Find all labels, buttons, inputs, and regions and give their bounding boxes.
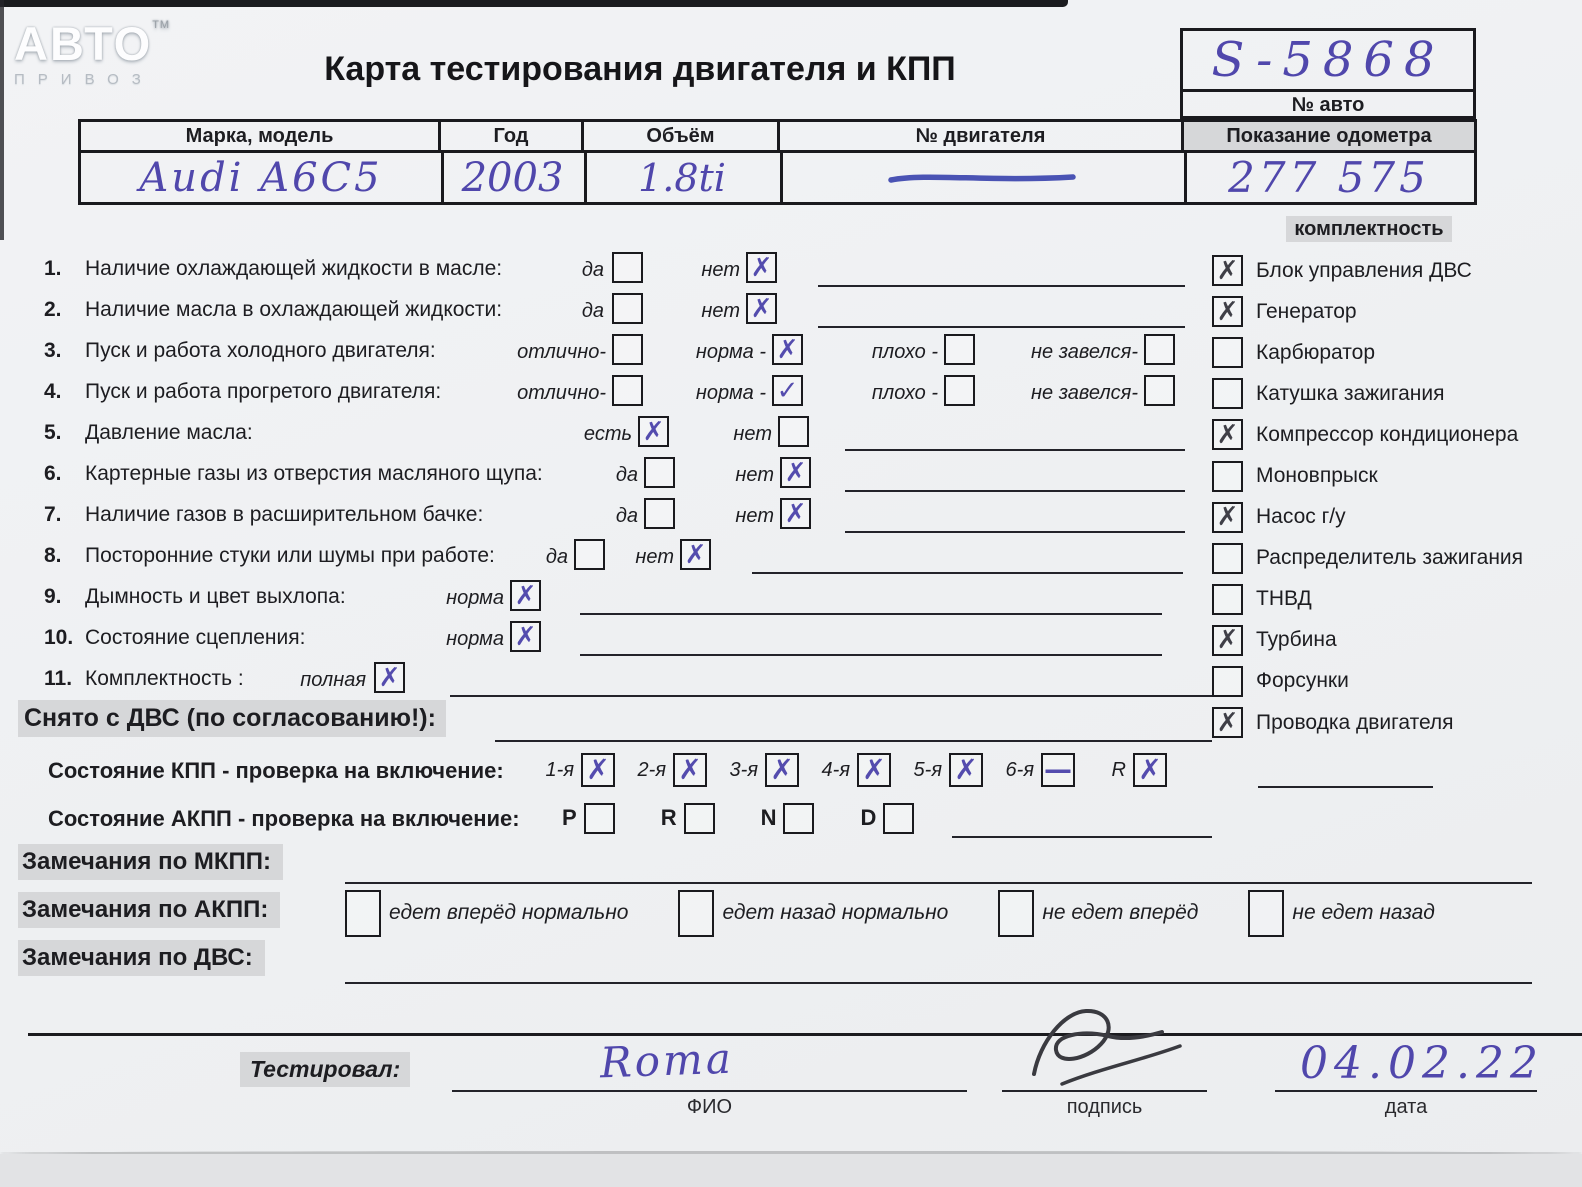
row-number: 5. xyxy=(44,421,62,444)
equipment-checkbox[interactable]: ✗ xyxy=(1212,296,1243,327)
option-checkbox[interactable]: ✗ xyxy=(780,498,811,529)
akpp-position-label: P xyxy=(562,805,577,830)
equipment-label: Генератор xyxy=(1256,299,1357,323)
row-number: 10. xyxy=(44,626,74,649)
handwritten-odometer: 277 575 xyxy=(1228,153,1430,202)
gear-label: R xyxy=(1111,758,1126,781)
row-label: Пуск и работа холодного двигателя: xyxy=(85,339,436,362)
equipment-label: Насос г/у xyxy=(1256,505,1346,529)
option-label: отлично- xyxy=(517,382,606,404)
akpp-remark-label: едет назад нормально xyxy=(722,901,949,924)
akpp-remark-checkbox[interactable] xyxy=(998,890,1034,937)
row-number: 7. xyxy=(44,503,62,526)
equipment-checkbox[interactable]: ✗ xyxy=(1212,707,1243,738)
option-label: норма xyxy=(446,628,504,650)
option-label: да xyxy=(615,505,638,527)
option-label: норма - xyxy=(695,341,766,363)
akpp-position-checkbox[interactable] xyxy=(883,803,914,834)
option-checkbox[interactable]: ✗ xyxy=(680,539,711,570)
akpp-remark-label: не едет вперёд xyxy=(1042,901,1199,924)
gear-item xyxy=(816,753,891,787)
date-caption: дата xyxy=(1384,1096,1428,1118)
gear-label: 1-я xyxy=(545,758,574,781)
akpp-position-item xyxy=(562,803,615,834)
gear-label: 4-я xyxy=(821,758,850,781)
check-row-9 xyxy=(0,578,1582,619)
blank-line[interactable] xyxy=(580,654,1162,656)
option-checkbox[interactable] xyxy=(612,334,643,365)
vehicle-table xyxy=(78,119,1477,205)
divider-line xyxy=(28,1033,1582,1036)
akpp-remark-option xyxy=(998,890,1198,937)
option-label: да xyxy=(615,464,638,486)
option-checkbox[interactable]: ✗ xyxy=(746,252,777,283)
logo-subtext: ПРИВОЗ xyxy=(14,71,154,88)
equipment-label: Моновпрыск xyxy=(1256,464,1378,488)
handwritten-make-model: Audi A6C5 xyxy=(81,153,444,202)
scan-artifact xyxy=(0,0,4,240)
equipment-label: Турбина xyxy=(1256,628,1337,652)
equipment-label: Блок управления ДВС xyxy=(1256,258,1472,282)
signature-line[interactable] xyxy=(1002,1090,1207,1092)
akpp-position-checkbox[interactable] xyxy=(684,803,715,834)
gear-checkbox[interactable]: ✗ xyxy=(765,753,799,787)
row-number: 4. xyxy=(44,380,62,403)
kpp-gear-list xyxy=(540,748,1167,792)
option-checkbox[interactable]: ✗ xyxy=(780,457,811,488)
option-checkbox[interactable] xyxy=(644,498,675,529)
row-number: 11. xyxy=(44,667,73,690)
scan-artifact xyxy=(0,0,1068,7)
akpp-row-label: Состояние АКПП - проверка на включение: xyxy=(48,806,520,831)
equipment-checkbox[interactable]: ✗ xyxy=(1212,625,1243,656)
header-odometer: Показание одометра xyxy=(1184,122,1474,153)
tested-by-label: Тестировал: xyxy=(240,1052,410,1087)
gear-label: 2-я xyxy=(637,758,666,781)
gear-item xyxy=(540,753,615,787)
gear-checkbox[interactable]: ✗ xyxy=(1133,753,1167,787)
signature-scribble xyxy=(1022,1002,1194,1097)
auto-number-box xyxy=(1180,28,1476,119)
remarks-akpp-label: Замечания по АКПП: xyxy=(18,892,280,928)
equipment-section-title: комплектность xyxy=(1286,216,1452,242)
equipment-checkbox[interactable]: ✗ xyxy=(1212,255,1243,286)
akpp-remark-options xyxy=(345,886,1435,940)
row-label: Картерные газы из отверстия масляного щупа: xyxy=(85,462,543,485)
option-checkbox[interactable] xyxy=(778,416,809,447)
option-checkbox[interactable] xyxy=(644,457,675,488)
gear-checkbox[interactable]: ✗ xyxy=(673,753,707,787)
option-label: нет xyxy=(701,259,740,281)
option-checkbox[interactable] xyxy=(944,334,975,365)
akpp-remark-option xyxy=(1248,890,1434,937)
akpp-position-label: R xyxy=(660,805,677,830)
akpp-remark-checkbox[interactable] xyxy=(1248,890,1284,937)
option-checkbox[interactable] xyxy=(574,539,605,570)
engine-number-cell[interactable] xyxy=(780,153,1187,202)
header-volume: Объём xyxy=(584,122,780,153)
option-checkbox[interactable]: ✗ xyxy=(638,416,669,447)
avtoprivoz-logo xyxy=(14,17,194,88)
equipment-item xyxy=(1212,702,1582,743)
check-row-2 xyxy=(0,291,1582,332)
option-label: полная xyxy=(300,669,366,691)
blank-line[interactable] xyxy=(580,613,1162,615)
blank-line[interactable] xyxy=(345,982,1532,984)
akpp-remark-option xyxy=(678,890,948,937)
option-checkbox[interactable] xyxy=(944,375,975,406)
option-checkbox[interactable] xyxy=(612,375,643,406)
equipment-label: ТНВД xyxy=(1256,587,1312,611)
akpp-position-checkbox[interactable] xyxy=(584,803,615,834)
option-checkbox[interactable]: ✗ xyxy=(510,580,541,611)
row-label: Дымность и цвет выхлопа: xyxy=(85,585,346,608)
blank-line[interactable] xyxy=(845,531,1185,533)
row-label: Наличие масла в охлаждающей жидкости: xyxy=(85,298,503,321)
remarks-dvs-label: Замечания по ДВС: xyxy=(18,940,265,976)
option-label: норма xyxy=(446,587,504,609)
option-label: да xyxy=(581,300,604,322)
option-checkbox[interactable]: ✗ xyxy=(772,334,803,365)
date-line[interactable] xyxy=(1275,1090,1537,1092)
option-label: нет xyxy=(733,423,772,445)
option-checkbox[interactable] xyxy=(612,252,643,283)
option-label: норма - xyxy=(695,382,766,404)
handwritten-tester-name: Roma xyxy=(599,1033,735,1088)
equipment-label: Проводка двигателя xyxy=(1256,710,1454,734)
option-label: да xyxy=(581,259,604,281)
blank-line[interactable] xyxy=(952,836,1212,838)
option-checkbox[interactable] xyxy=(1144,375,1175,406)
akpp-position-label: D xyxy=(860,805,877,830)
akpp-position-label: N xyxy=(760,805,777,830)
blank-line[interactable] xyxy=(1258,786,1433,788)
check-row-4 xyxy=(0,373,1582,414)
blank-line[interactable] xyxy=(495,740,1212,742)
option-checkbox[interactable]: ✗ xyxy=(746,293,777,324)
header-make-model: Марка, модель xyxy=(81,122,441,153)
handwritten-auto-number: S-5868 xyxy=(1211,32,1445,88)
akpp-position-item xyxy=(761,803,815,834)
equipment-label: Распределитель зажигания xyxy=(1256,546,1524,570)
signature-caption: подпись xyxy=(1066,1096,1143,1118)
row-label: Наличие охлаждающей жидкости в масле: xyxy=(85,257,503,280)
akpp-remark-label: едет вперёд нормально xyxy=(389,901,629,924)
header-year: Год xyxy=(441,122,584,153)
row-label: Состояние сцепления: xyxy=(85,626,306,649)
check-row-5 xyxy=(0,414,1582,455)
option-checkbox[interactable]: ✗ xyxy=(510,621,541,652)
row-label: Давление масла: xyxy=(85,421,253,444)
option-label: плохо - xyxy=(871,341,938,363)
blank-line[interactable] xyxy=(345,882,1532,884)
akpp-position-checkbox[interactable] xyxy=(783,803,814,834)
akpp-position-item xyxy=(860,803,914,834)
option-label: есть xyxy=(583,423,632,445)
gear-item xyxy=(908,753,983,787)
handwritten-volume: 1.8ti xyxy=(584,153,783,202)
option-checkbox[interactable] xyxy=(612,293,643,324)
row-number: 9. xyxy=(44,585,62,608)
option-label: нет xyxy=(635,546,674,568)
gear-checkbox[interactable]: ✗ xyxy=(949,753,983,787)
engine-number-scribble xyxy=(887,170,1077,186)
handwritten-date: 04.02.22 xyxy=(1300,1038,1544,1089)
remarks-mkpp-label: Замечания по МКПП: xyxy=(18,844,283,880)
akpp-remark-checkbox[interactable] xyxy=(678,890,714,937)
equipment-checkbox[interactable]: ✗ xyxy=(1212,502,1243,533)
row-number: 1. xyxy=(44,257,62,280)
equipment-label: Карбюратор xyxy=(1256,340,1376,364)
check-row-11 xyxy=(0,660,1582,701)
fio-caption: ФИО xyxy=(686,1096,733,1118)
row-label: Посторонние стуки или шумы при работе: xyxy=(85,544,495,567)
akpp-remark-label: не едет назад xyxy=(1292,901,1435,924)
check-row-8 xyxy=(0,537,1582,578)
auto-number-label: № авто xyxy=(1183,89,1473,119)
fio-line[interactable] xyxy=(452,1090,967,1092)
gear-checkbox[interactable]: — xyxy=(1041,753,1075,787)
row-label: Пуск и работа прогретого двигателя: xyxy=(85,380,442,403)
row-number: 3. xyxy=(44,339,62,362)
check-row-10 xyxy=(0,619,1582,660)
row-label: Комплектность : xyxy=(85,667,244,690)
option-checkbox[interactable] xyxy=(1144,334,1175,365)
gear-label: 5-я xyxy=(913,758,942,781)
page-title: Карта тестирования двигателя и КПП xyxy=(324,50,956,88)
blank-line[interactable] xyxy=(845,490,1185,492)
option-label: да xyxy=(545,546,568,568)
gear-checkbox[interactable]: ✗ xyxy=(581,753,615,787)
check-row-7 xyxy=(0,496,1582,537)
logo-text: $АВТО^{ТМ}$ xyxy=(14,17,171,70)
row-number: 2. xyxy=(44,298,62,321)
option-label: плохо - xyxy=(871,382,938,404)
handwritten-year: 2003 xyxy=(441,153,587,202)
blank-line[interactable] xyxy=(818,285,1185,287)
option-label: не завелся- xyxy=(1031,382,1138,404)
blank-line[interactable] xyxy=(818,326,1185,328)
akpp-remark-option xyxy=(345,890,628,937)
akpp-position-item xyxy=(661,803,715,834)
option-checkbox[interactable]: ✓ xyxy=(772,375,803,406)
check-row-1 xyxy=(0,250,1582,291)
option-label: нет xyxy=(701,300,740,322)
blank-line[interactable] xyxy=(752,572,1183,574)
equipment-label: Катушка зажигания xyxy=(1256,381,1445,405)
gear-item xyxy=(724,753,799,787)
option-label: нет xyxy=(735,505,774,527)
gear-checkbox[interactable]: ✗ xyxy=(857,753,891,787)
kpp-row-label: Состояние КПП - проверка на включение: xyxy=(48,758,504,783)
check-row-3 xyxy=(0,332,1582,373)
option-label: отлично- xyxy=(517,341,606,363)
gear-item xyxy=(1092,753,1167,787)
equipment-checkbox[interactable]: ✗ xyxy=(1212,419,1243,450)
blank-line[interactable] xyxy=(450,695,1212,697)
removed-from-engine-label: Снято с ДВС (по согласованию!): xyxy=(18,700,446,737)
akpp-remark-checkbox[interactable] xyxy=(345,890,381,937)
check-row-6 xyxy=(0,455,1582,496)
gear-label: 6-я xyxy=(1005,758,1034,781)
gear-label: 3-я xyxy=(729,758,758,781)
row-number: 8. xyxy=(44,544,62,567)
scan-background xyxy=(0,1154,1582,1187)
equipment-label: Форсунки xyxy=(1256,669,1349,693)
gear-item xyxy=(1000,753,1075,787)
option-checkbox[interactable]: ✗ xyxy=(374,662,405,693)
gear-item xyxy=(632,753,707,787)
header-engine-number: № двигателя xyxy=(780,122,1184,153)
blank-line[interactable] xyxy=(845,449,1185,451)
akpp-position-list xyxy=(562,797,914,839)
trademark-symbol: ТМ xyxy=(152,19,171,31)
row-label: Наличие газов в расширительном бачке: xyxy=(85,503,484,526)
option-label: нет xyxy=(735,464,774,486)
option-label: не завелся- xyxy=(1031,341,1138,363)
equipment-label: Компрессор кондиционера xyxy=(1256,422,1519,446)
row-number: 6. xyxy=(44,462,62,485)
